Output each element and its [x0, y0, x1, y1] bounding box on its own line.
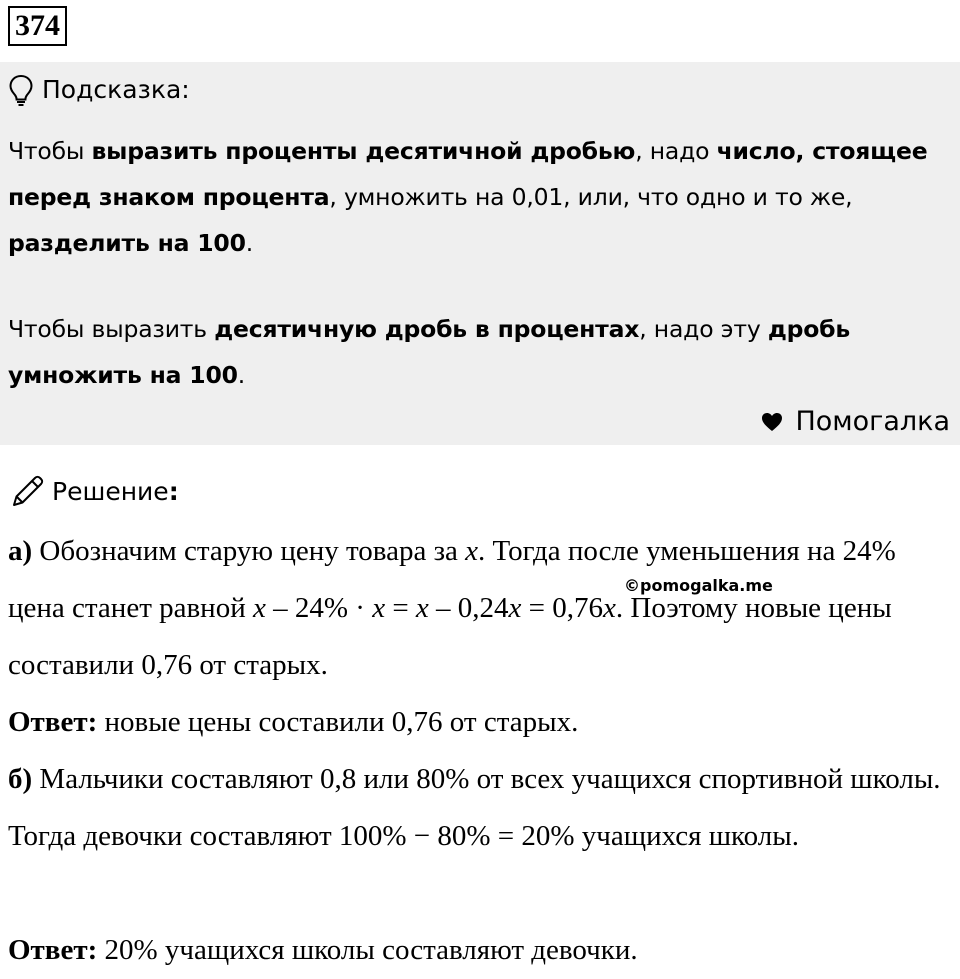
text: . Тогда после уменьшения на 24% цена станет равной — [8, 535, 896, 624]
text: . Поэтому новые цены составили 0,76 от старых. — [8, 592, 892, 681]
solution-title-row — [10, 472, 179, 512]
solution-title: Решение — [52, 477, 169, 506]
math-variable: x — [252, 592, 266, 624]
text: = — [385, 592, 416, 624]
hint-title: Подсказка: — [42, 75, 190, 104]
text: , умножить на 0,01, или, что одно и то же, — [329, 183, 853, 211]
text: Мальчики составляют 0,8 или 80% от всех учащихся спортивной школы. Тогда девочки составляют 100% − 80% = 20% учащихся школы. — [8, 763, 941, 852]
brand-name: Помогалка — [795, 406, 950, 437]
solution-title-colon: : — [168, 477, 179, 506]
text: Чтобы — [8, 137, 92, 165]
solution-part-a — [8, 523, 956, 694]
hint-box — [0, 62, 960, 445]
math-variable: x — [415, 592, 429, 624]
solution-part-b — [8, 751, 956, 865]
bold-text: разделить на 100 — [8, 229, 246, 257]
text: Обозначим старую цену товара за — [32, 535, 466, 567]
brand-signature — [761, 402, 950, 442]
answer-part-b — [8, 922, 956, 979]
text: – 0,24 — [428, 592, 509, 624]
bold-text: а) — [8, 535, 33, 567]
hint-paragraph-percent-to-decimal — [8, 128, 952, 266]
text: , надо эту — [639, 315, 768, 343]
hint-title-row — [8, 72, 190, 108]
text: , надо — [635, 137, 717, 165]
math-variable: x — [372, 592, 386, 624]
text: . — [245, 229, 254, 257]
problem-number: 374 — [8, 6, 67, 46]
heart-icon — [761, 412, 783, 432]
answer-part-a — [8, 694, 956, 751]
text: новые цены составили 0,76 от старых. — [97, 706, 579, 738]
hint-paragraph-decimal-to-percent — [8, 306, 952, 398]
text: . — [237, 361, 246, 389]
text: 20% учащихся школы составляют девочки. — [97, 934, 638, 966]
bold-text: б) — [8, 763, 33, 795]
bold-text: Ответ: — [8, 934, 98, 966]
text: = 0,76 — [521, 592, 604, 624]
pencil-icon — [10, 475, 46, 509]
watermark: ©pomogalka.me — [624, 576, 773, 595]
math-variable: x — [603, 592, 616, 624]
text: – 24% · — [265, 592, 373, 624]
math-variable: x — [508, 592, 522, 624]
lightbulb-icon — [8, 74, 34, 106]
bold-text: дробь умножить на 100 — [8, 315, 851, 389]
text: Чтобы выразить — [8, 315, 215, 343]
bold-text: Ответ: — [8, 706, 98, 738]
bold-text: выразить проценты десятичной дробью — [91, 137, 636, 165]
bold-text: число, стоящее перед знаком процента — [8, 137, 928, 211]
bold-text: десятичную дробь в процентах — [214, 315, 640, 343]
math-variable: x — [465, 535, 479, 567]
